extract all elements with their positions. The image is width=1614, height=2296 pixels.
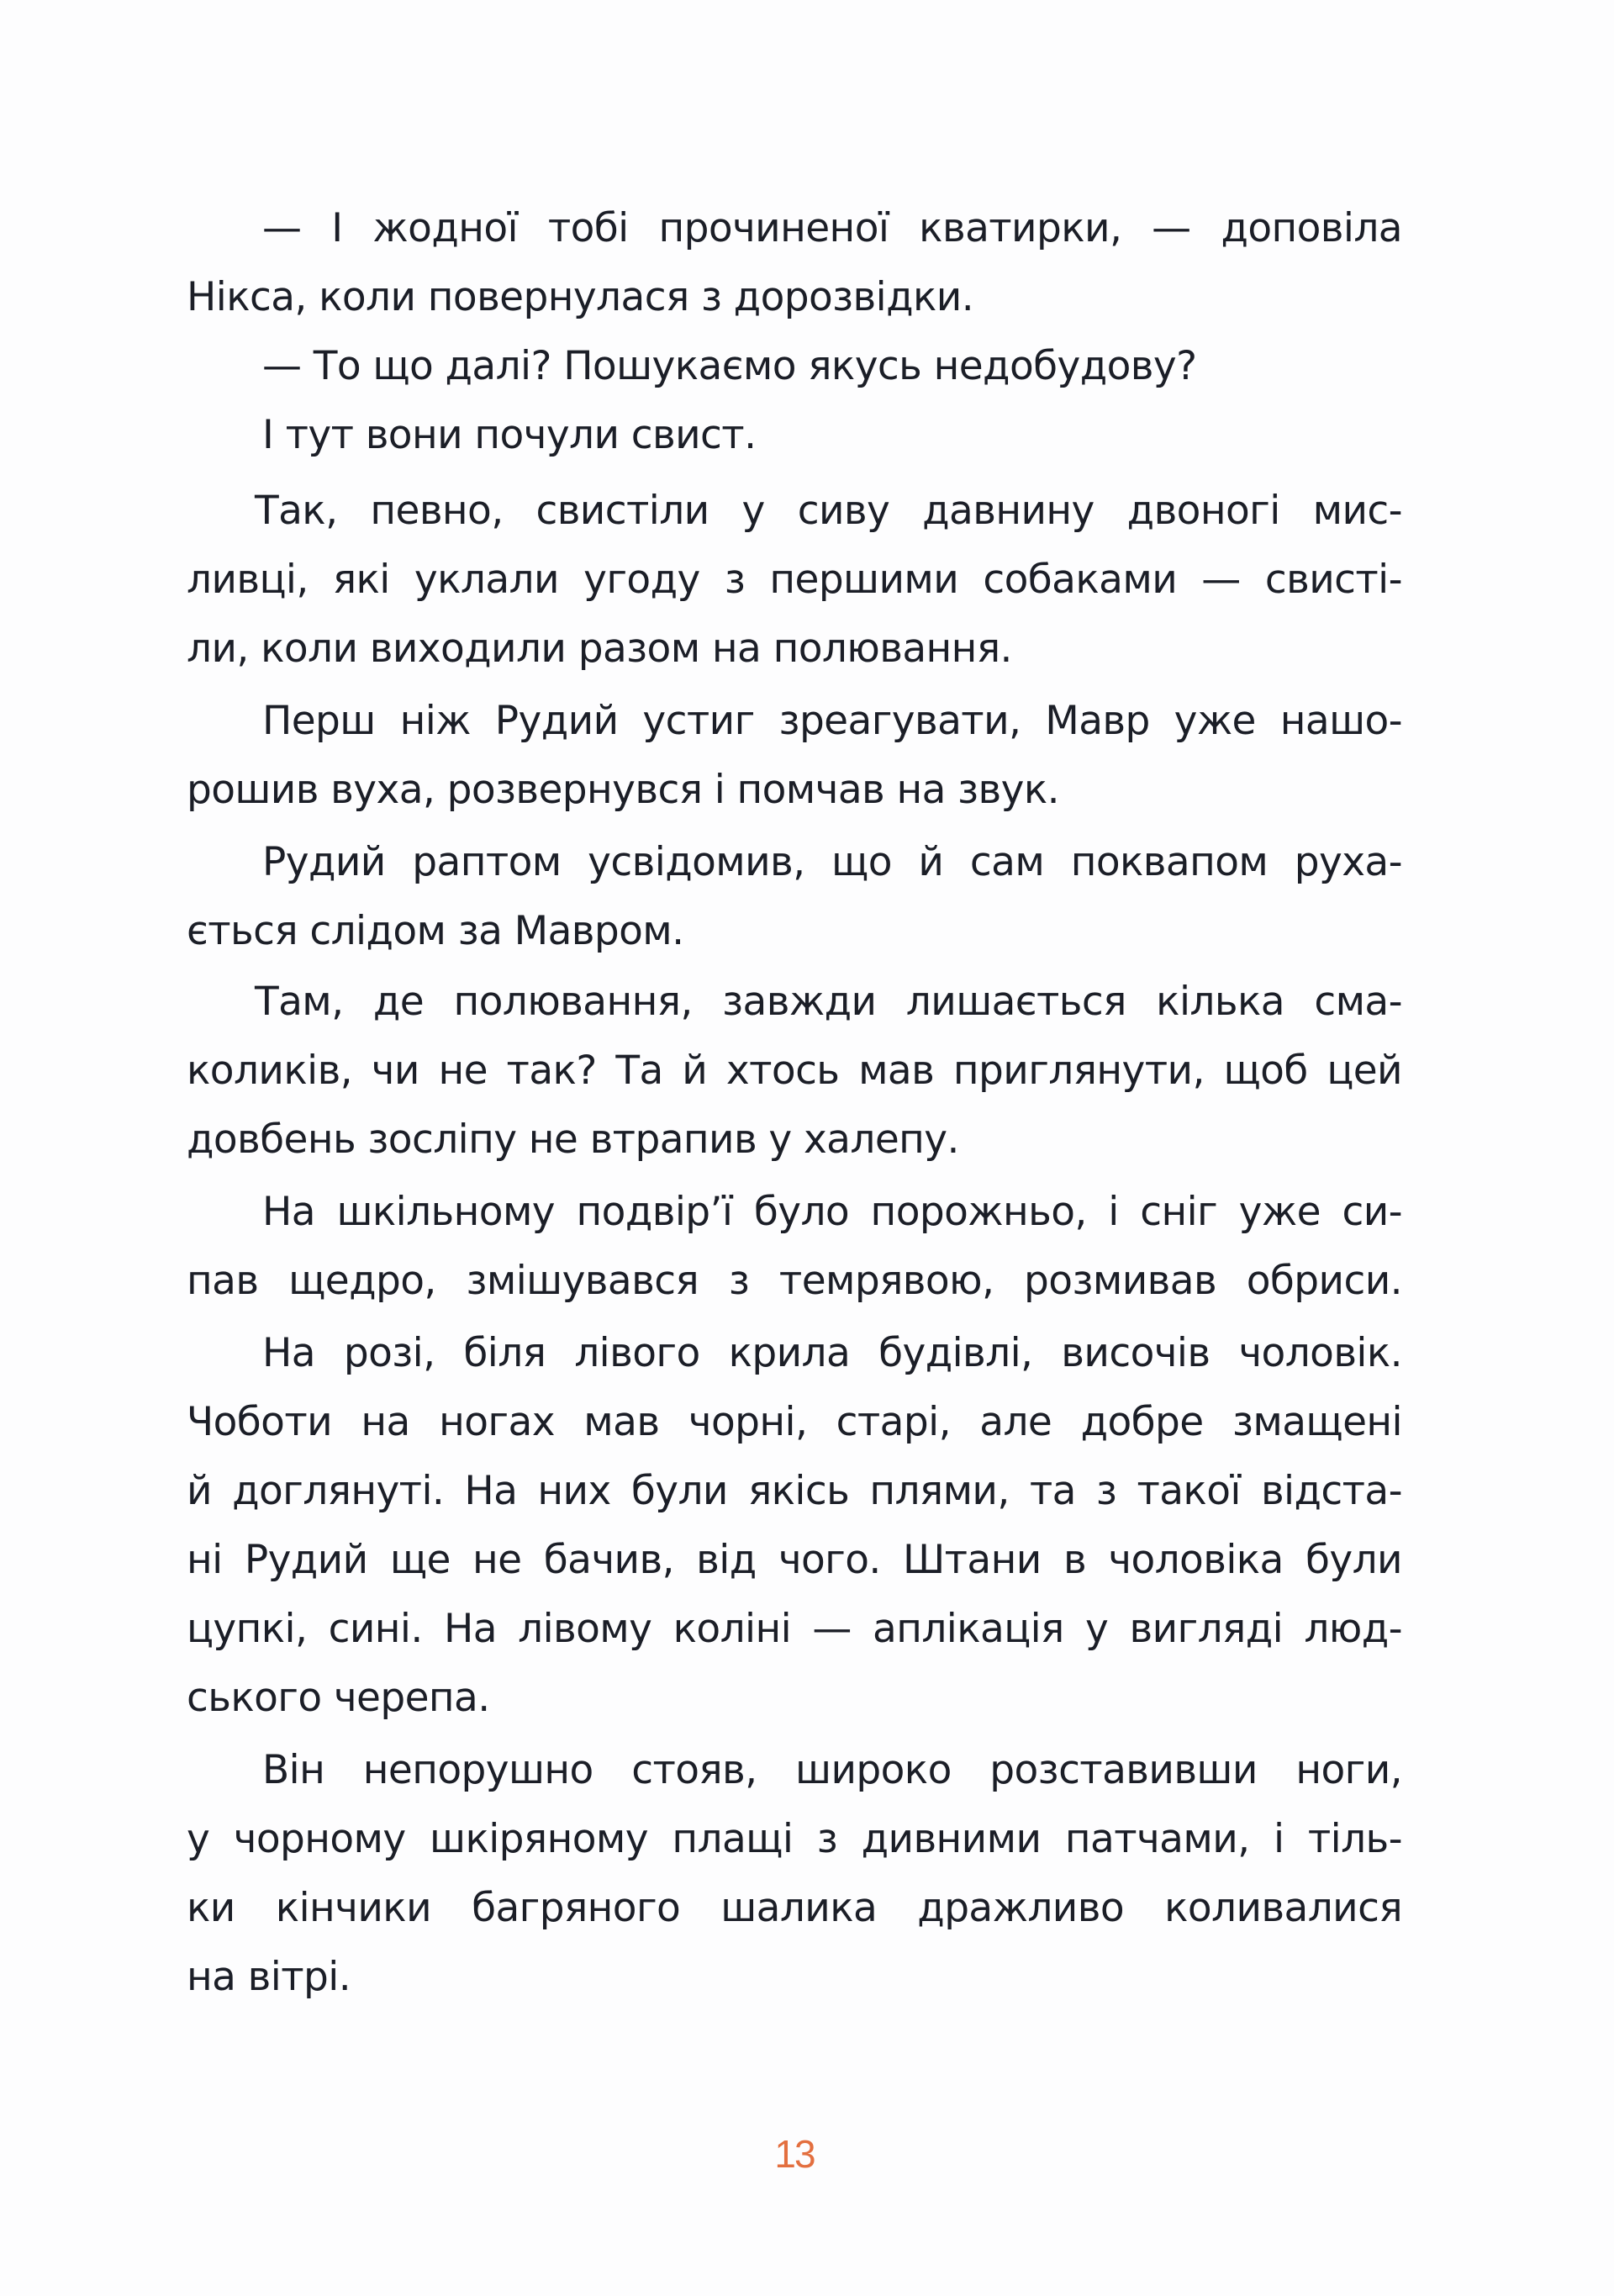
text-line: цупкі, сині. На лівому коліні — аплікація у вигляді люд- — [187, 1606, 1402, 1652]
text-line: На шкільному подвір’ї було порожньо, і сніг уже си- — [262, 1189, 1402, 1235]
text-line: Рудий раптом усвідомив, що й сам поквапом руха- — [262, 839, 1402, 885]
text-line: — І жодної тобі прочиненої кватирки, — доповіла — [262, 205, 1402, 251]
text-line: І тут вони почули свист. — [262, 412, 757, 458]
text-line: На розі, біля лівого крила будівлі, височів чоловік. — [262, 1330, 1402, 1376]
text-line: Чоботи на ногах мав чорні, старі, але добре змащені — [187, 1399, 1402, 1445]
text-line: коликів, чи не так? Та й хтось мав приглянути, щоб цей — [187, 1048, 1402, 1094]
text-line: Нікса, коли повернулася з дорозвідки. — [187, 274, 974, 320]
text-line: довбень зосліпу не втрапив у халепу. — [187, 1116, 959, 1163]
text-line: ки кінчики багряного шалика дражливо коливалися — [187, 1885, 1402, 1931]
page-number: 13 — [774, 2132, 815, 2176]
text-line: на вітрі. — [187, 1954, 351, 2000]
text-line: Там, де полювання, завжди лишається кілька сма- — [255, 979, 1402, 1025]
text-line: ського черепа. — [187, 1675, 490, 1721]
text-line: ні Рудий ще не бачив, від чого. Штани в чоловіка були — [187, 1537, 1402, 1583]
text-line: рошив вуха, розвернувся і помчав на звук. — [187, 767, 1059, 813]
text-line: ється слідом за Мавром. — [187, 908, 684, 954]
text-line: Так, певно, свистіли у сиву давнину двоногі мис- — [255, 488, 1402, 534]
text-line: ли, коли виходили разом на полювання. — [187, 625, 1012, 672]
text-line: пав щедро, змішувався з темрявою, розмивав обриси. — [187, 1258, 1402, 1304]
text-line: ливці, які уклали угоду з першими собаками — свисті- — [187, 557, 1402, 603]
text-line: Перш ніж Рудий устиг зреагувати, Мавр уже нашо- — [262, 698, 1402, 744]
text-line: — То що далі? Пошукаємо якусь недобудову? — [262, 343, 1197, 389]
text-line: у чорному шкіряному плащі з дивними патчами, і тіль- — [187, 1816, 1402, 1862]
text-line: й доглянуті. На них були якісь плями, та з такої відста- — [187, 1468, 1402, 1514]
text-line: Він непорушно стояв, широко розставивши ноги, — [262, 1747, 1402, 1793]
